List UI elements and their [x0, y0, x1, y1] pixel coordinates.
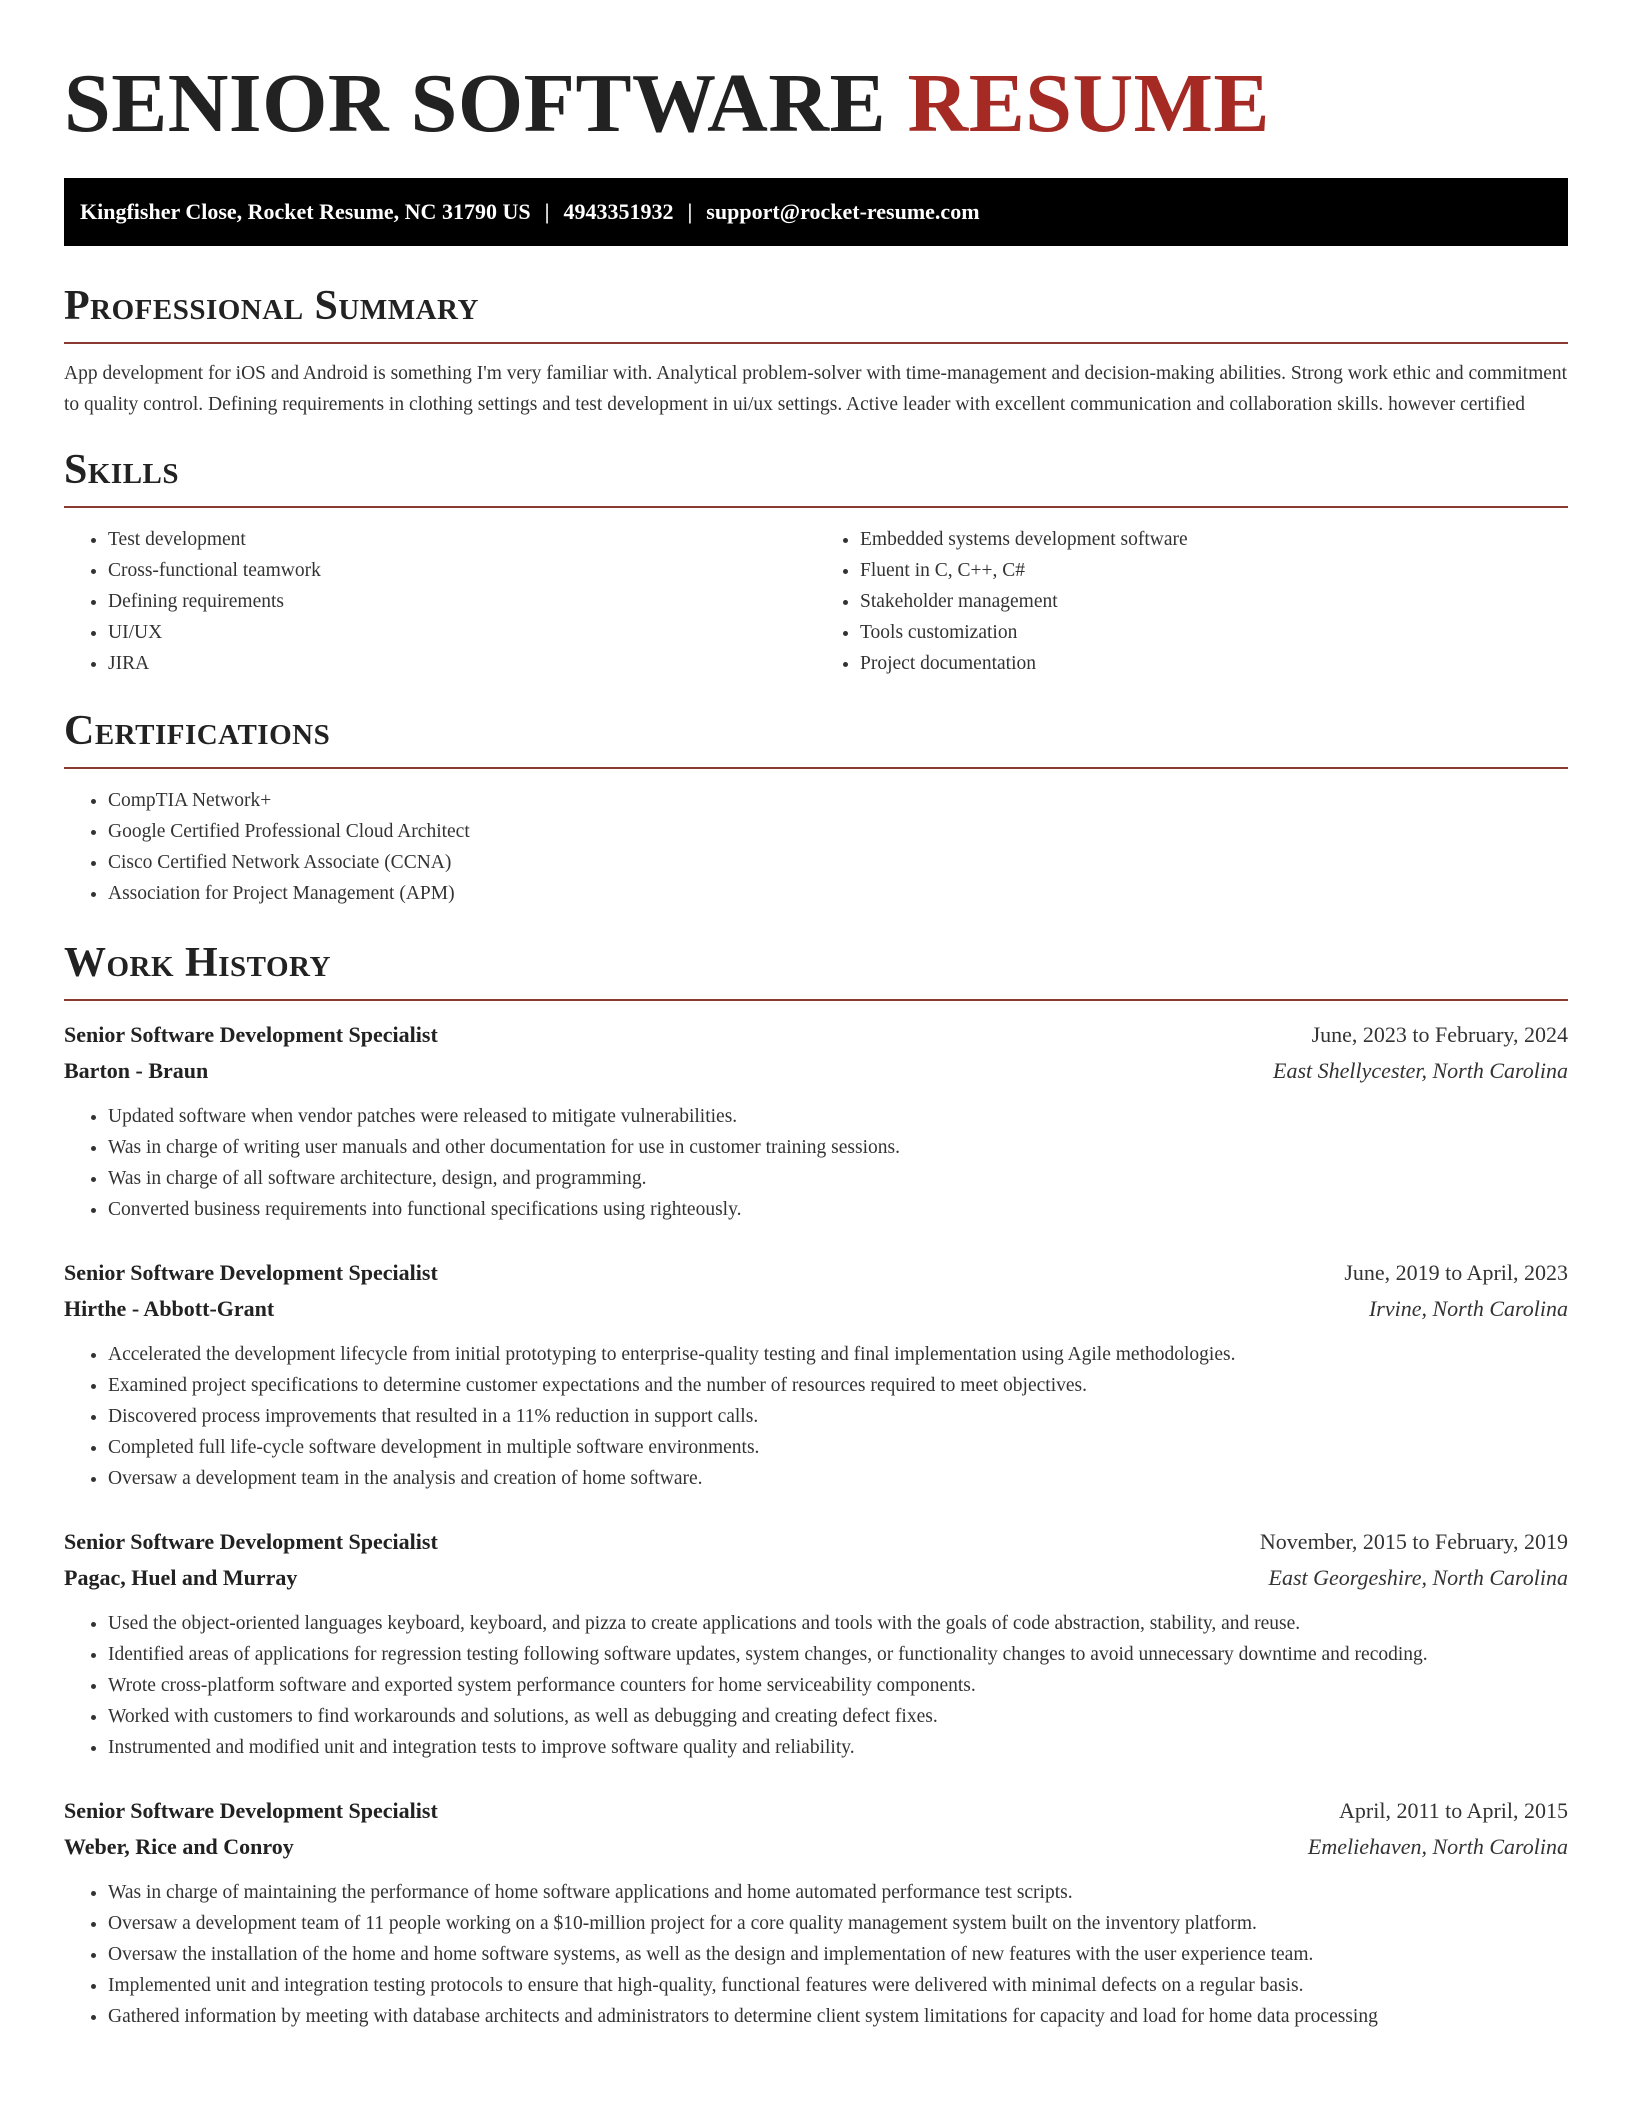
job-dates: April, 2011 to April, 2015: [1339, 1798, 1568, 1823]
skill-item: • JIRA: [108, 648, 816, 679]
job-header-row: [64, 1255, 1568, 1291]
job-bullets: [64, 1877, 1568, 2032]
job-company-row: [64, 1291, 1568, 1327]
job-company: Hirthe - Abbott-Grant: [64, 1296, 275, 1321]
certification-item: • Google Certified Professional Cloud Architect: [108, 816, 1568, 847]
job-bullet: • Was in charge of maintaining the performance of home software applications and home automated performance test scripts.: [108, 1877, 1568, 1908]
skill-item: • Defining requirements: [108, 586, 816, 617]
job-bullet: • Oversaw a development team in the analysis and creation of home software.: [108, 1463, 1568, 1494]
job-title: Senior Software Development Specialist: [64, 1798, 438, 1823]
job-company: Weber, Rice and Conroy: [64, 1834, 294, 1859]
job-bullet: • Was in charge of all software architecture, design, and programming.: [108, 1163, 1568, 1194]
section-heading-certifications: Certifications: [64, 708, 331, 754]
job-header-row: [64, 1017, 1568, 1053]
job-dates: June, 2023 to February, 2024: [1311, 1022, 1568, 1047]
certification-item: • Cisco Certified Network Associate (CCNA): [108, 847, 1568, 878]
job-entry: [64, 1524, 1568, 1763]
skills-grid: [64, 508, 1568, 679]
section-divider: [64, 767, 1568, 769]
contact-phone[interactable]: 4943351932: [563, 199, 674, 224]
skill-item: • Stakeholder management: [860, 586, 1568, 617]
job-company: Barton - Braun: [64, 1058, 209, 1083]
title-accent: RESUME: [907, 57, 1270, 150]
job-bullet: • Worked with customers to find workarounds and solutions, as well as debugging and creating defect fixes.: [108, 1701, 1568, 1732]
job-title: Senior Software Development Specialist: [64, 1022, 438, 1047]
contact-bar: [64, 178, 1568, 246]
job-location: East Georgeshire, North Carolina: [1268, 1565, 1568, 1590]
certification-item: • Association for Project Management (APM): [108, 878, 1568, 909]
section-heading-summary: Professional Summary: [64, 283, 479, 329]
job-bullet: • Oversaw a development team of 11 people working on a $10-million project for a core quality management system built on the inventory platform.: [108, 1908, 1568, 1939]
job-company-row: [64, 1560, 1568, 1596]
job-entry: [64, 1255, 1568, 1494]
job-bullet: • Updated software when vendor patches were released to mitigate vulnerabilities.: [108, 1101, 1568, 1132]
job-bullet: • Was in charge of writing user manuals and other documentation for use in customer training sessions.: [108, 1132, 1568, 1163]
job-bullets: [64, 1608, 1568, 1763]
job-bullet: • Gathered information by meeting with database architects and administrators to determine client system limitations for capacity and load for home data processing: [108, 2001, 1568, 2032]
skill-item: • Tools customization: [860, 617, 1568, 648]
job-bullet: • Instrumented and modified unit and integration tests to improve software quality and reliability.: [108, 1732, 1568, 1763]
job-bullet: • Converted business requirements into functional specifications using righteously.: [108, 1194, 1568, 1225]
job-title: Senior Software Development Specialist: [64, 1529, 438, 1554]
skills-list-left: [64, 524, 816, 679]
job-dates: June, 2019 to April, 2023: [1344, 1260, 1568, 1285]
job-company-row: [64, 1829, 1568, 1865]
skill-item: • Test development: [108, 524, 816, 555]
contact-address: Kingfisher Close, Rocket Resume, NC 31790 US: [80, 199, 531, 224]
job-bullet: • Accelerated the development lifecycle from initial prototyping to enterprise-quality testing and final implementation using Agile methodologies.: [108, 1339, 1568, 1370]
contact-separator: |: [687, 199, 693, 224]
certifications-list: [64, 785, 1568, 909]
skill-item: • Fluent in C, C++, C#: [860, 555, 1568, 586]
contact-email[interactable]: support@rocket-resume.com: [706, 199, 980, 224]
job-bullet: • Used the object-oriented languages keyboard, keyboard, and pizza to create applications and tools with the goals of code abstraction, stability, and reuse.: [108, 1608, 1568, 1639]
job-bullet: • Discovered process improvements that resulted in a 11% reduction in support calls.: [108, 1401, 1568, 1432]
job-entry: [64, 1017, 1568, 1225]
job-bullets: [64, 1339, 1568, 1494]
job-bullet: • Identified areas of applications for regression testing following software updates, system changes, or functionality changes to avoid unnecessary downtime and recoding.: [108, 1639, 1568, 1670]
certification-item: • CompTIA Network+: [108, 785, 1568, 816]
job-company: Pagac, Huel and Murray: [64, 1565, 298, 1590]
skill-item: • Cross-functional teamwork: [108, 555, 816, 586]
job-location: Emeliehaven, North Carolina: [1307, 1834, 1568, 1859]
job-bullet: • Completed full life-cycle software development in multiple software environments.: [108, 1432, 1568, 1463]
job-bullet: • Oversaw the installation of the home and home software systems, as well as the design and implementation of new features with the user experience team.: [108, 1939, 1568, 1970]
section-divider: [64, 999, 1568, 1001]
job-bullet: • Wrote cross-platform software and exported system performance counters for home serviceability components.: [108, 1670, 1568, 1701]
job-location: East Shellycester, North Carolina: [1273, 1058, 1568, 1083]
job-header-row: [64, 1793, 1568, 1829]
skills-list-right: [816, 524, 1568, 679]
section-heading-work-history: Work History: [64, 940, 331, 986]
skills-section: [64, 442, 1568, 679]
job-company-row: [64, 1053, 1568, 1089]
summary-section: [64, 278, 1568, 420]
contact-separator: |: [544, 199, 550, 224]
job-location: Irvine, North Carolina: [1368, 1296, 1568, 1321]
skill-item: • UI/UX: [108, 617, 816, 648]
skill-item: • Project documentation: [860, 648, 1568, 679]
section-divider: [64, 342, 1568, 344]
section-heading-skills: Skills: [64, 447, 180, 493]
skill-item: • Embedded systems development software: [860, 524, 1568, 555]
job-bullet: • Examined project specifications to determine customer expectations and the number of resources required to meet objectives.: [108, 1370, 1568, 1401]
job-bullet: • Implemented unit and integration testing protocols to ensure that high-quality, functional features were delivered with minimal defects on a regular basis.: [108, 1970, 1568, 2001]
job-title: Senior Software Development Specialist: [64, 1260, 438, 1285]
job-dates: November, 2015 to February, 2019: [1259, 1529, 1568, 1554]
job-bullets: [64, 1101, 1568, 1225]
work-history-section: [64, 935, 1568, 2032]
job-header-row: [64, 1524, 1568, 1560]
title-main: SENIOR SOFTWARE: [64, 57, 887, 150]
job-entry: [64, 1793, 1568, 2032]
summary-text: App development for iOS and Android is something I'm very familiar with. Analytical problem-solver with time-management and decision-making abilities. Strong work ethic and commitment to quality control. Defining requirements in clothing settings and test development in ui/ux settings. Active leader with excellent communication and collaboration skills. however certified: [64, 363, 1568, 415]
certifications-section: [64, 703, 1568, 909]
resume-title: [64, 0, 1568, 154]
